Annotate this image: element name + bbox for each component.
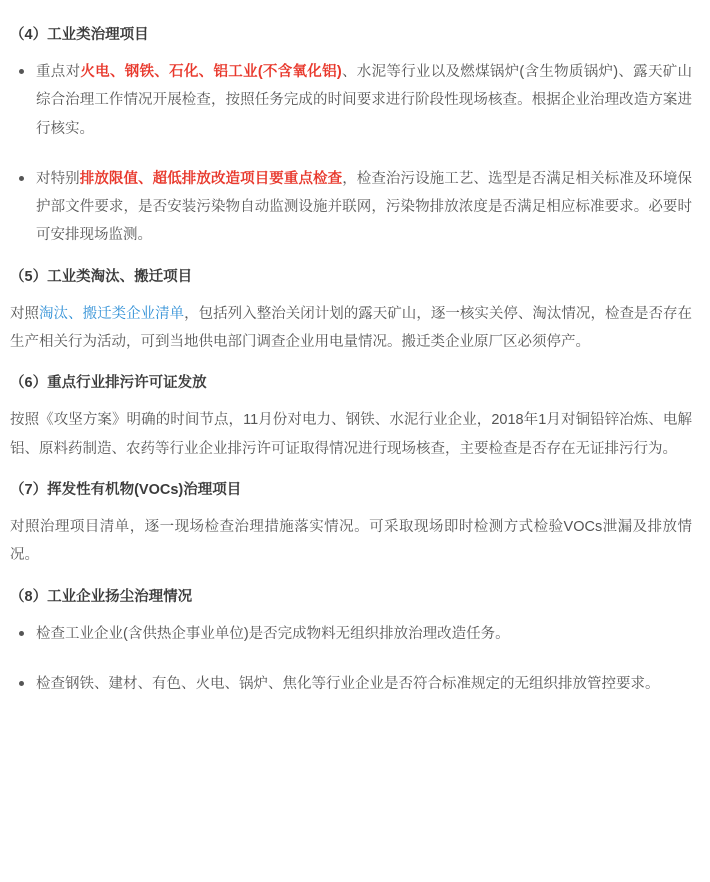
section-paragraph-5 (10, 300, 692, 357)
text-run: 按照《攻坚方案》明确的时间节点，11月份对电力、钢铁、水泥行业企业，2018年1月对铜铅锌冶炼、电解铝、原料药制造、农药等行业企业排污许可证取得情况进行现场核查，主要检查是否存在无证排污行为。 (10, 412, 692, 457)
text-run: 检查钢铁、建材、有色、火电、锅炉、焦化等行业企业是否符合标准规定的无组织排放管控要求。 (36, 675, 660, 692)
text-run: 重点对 (36, 64, 81, 81)
section-heading-6: （6）重点行业排污许可证发放 (10, 375, 207, 392)
text-run: ，包括列入整治关闭计划的露天矿山，逐一核实关停、淘汰情况，检查是否存在生产相关行为活动，可到当地供电部门调查企业用电量情况。搬迁类企业原厂区必须停产。 (10, 305, 693, 351)
section-heading-4: （4）工业类治理项目 (10, 27, 149, 43)
text-run: 对照 (10, 305, 40, 322)
text-run: 对特别 (36, 170, 80, 187)
text-run: ，检查治污设施工艺、选型是否满足相关标准及环境保护部文件要求，是否安装污染物自动监测设施并联网，污染物排放浓度是否满足相应标准要求。必要时可安排现场监测。 (36, 170, 693, 244)
list-item (10, 670, 692, 698)
list-item (10, 165, 692, 250)
section-paragraph-7 (10, 513, 692, 570)
text-run-highlight: 排放限值、超低排放改造项目要重点检查 (79, 170, 343, 187)
list-item (10, 58, 692, 143)
section-heading-5: （5）工业类淘汰、搬迁项目 (10, 268, 193, 285)
bullet-list-8 (10, 620, 692, 699)
inline-link[interactable]: 淘汰、搬迁类企业清单 (39, 305, 185, 322)
section-paragraph-6 (10, 406, 692, 463)
section-heading-7: （7）挥发性有机物(VOCs)治理项目 (10, 481, 242, 498)
text-run: 、水泥等行业以及燃煤锅炉(含生物质锅炉)、露天矿山综合治理工作情况开展检查，按照任务完成的时间要求进行阶段性现场核查。根据企业治理改造方案进行核实。 (36, 64, 693, 137)
text-run: 检查工业企业(含供热企事业单位)是否完成物料无组织排放治理改造任务。 (36, 625, 510, 642)
section-heading-8: （8）工业企业扬尘治理情况 (10, 588, 193, 605)
text-run-highlight: 火电、钢铁、石化、铝工业(不含氧化铝) (80, 64, 342, 81)
bullet-list-4 (10, 58, 692, 250)
text-run: 对照治理项目清单，逐一现场检查治理措施落实情况。可采取现场即时检测方式检验VOCs泄漏及排放情况。 (10, 519, 692, 564)
list-item (10, 620, 692, 648)
